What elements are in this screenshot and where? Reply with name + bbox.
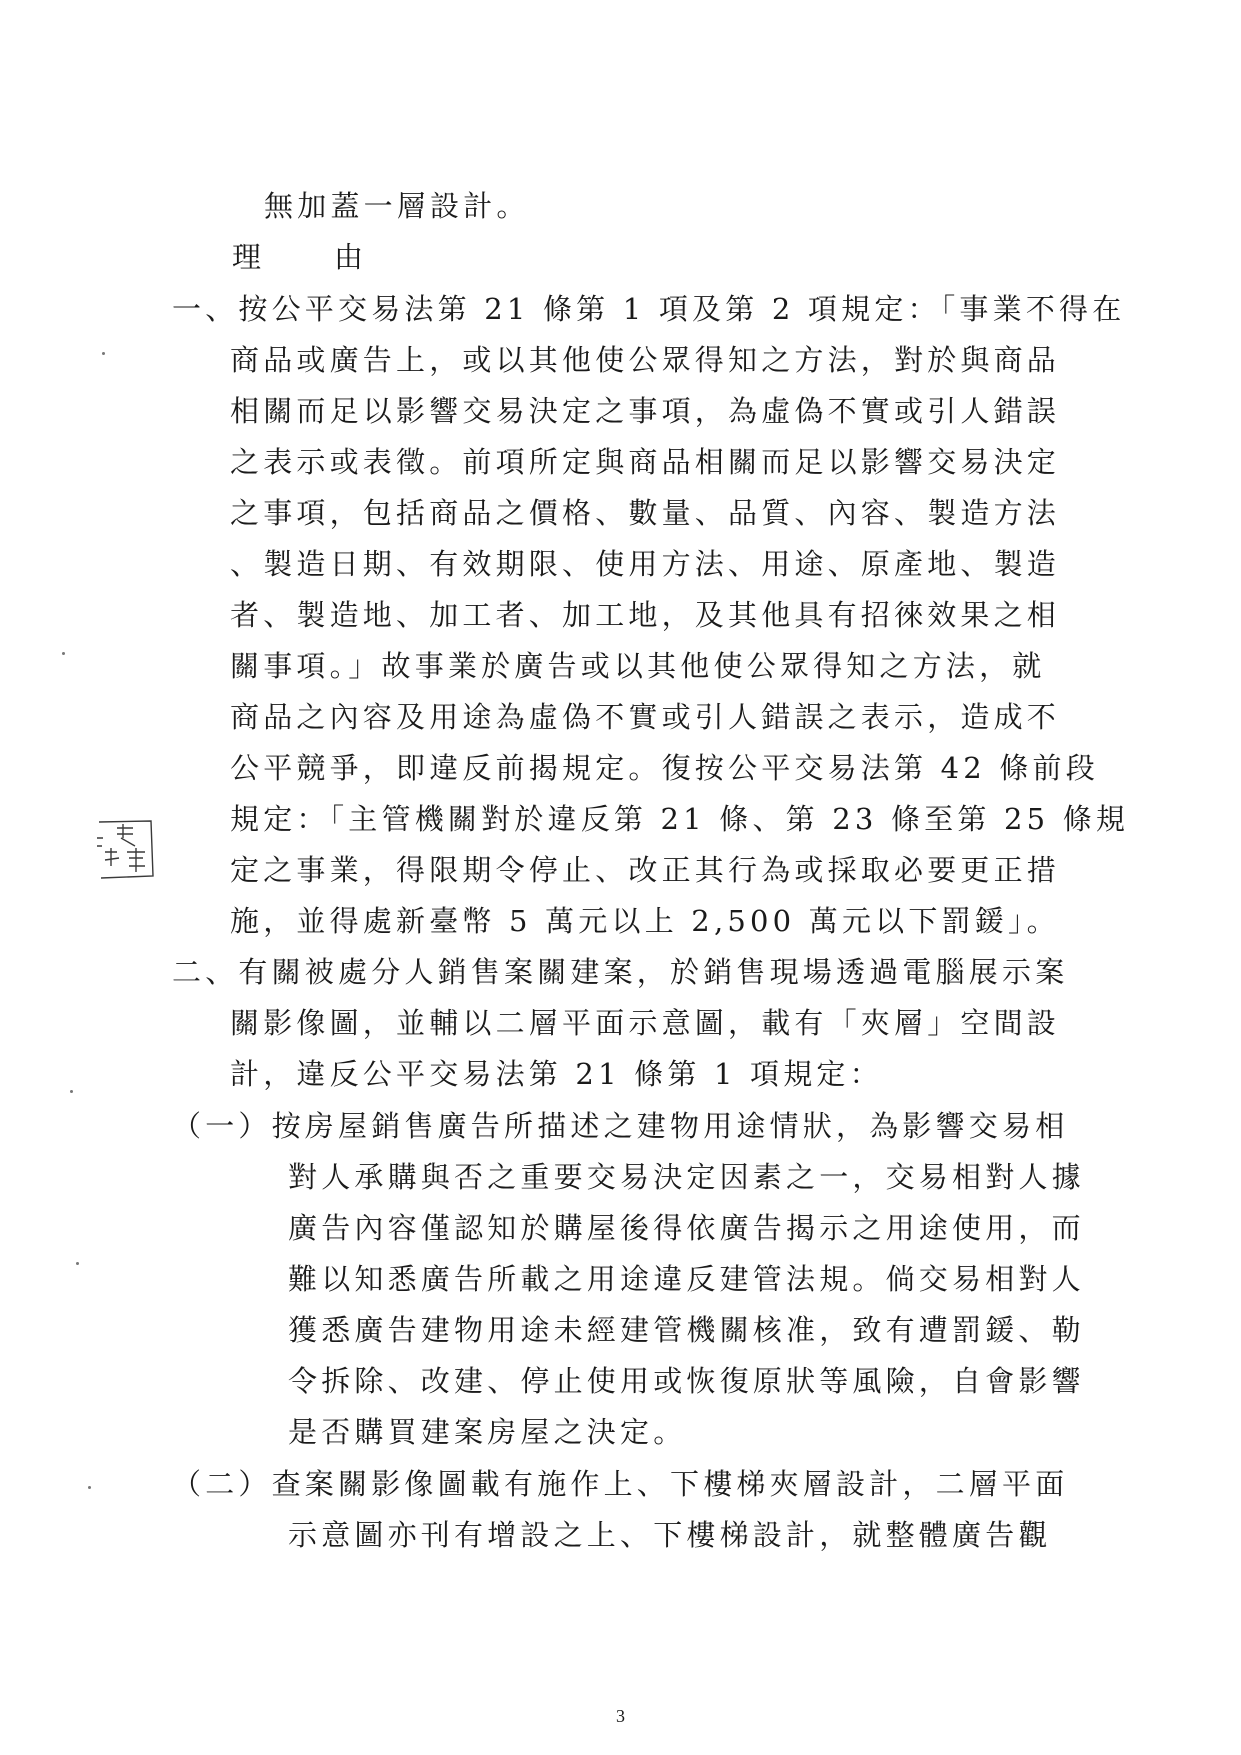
- text-line-26: （二）查案關影像圖載有施作上、下樓梯夾層設計，二層平面: [172, 1467, 1069, 1501]
- text-line-23: 獲悉廣告建物用途未經建管機關核准，致有遭罰鍰、勒: [288, 1313, 1085, 1347]
- scan-speck: [102, 352, 105, 355]
- text-line-21: 廣告內容僅認知於購屋後得依廣告揭示之用途使用，而: [288, 1211, 1085, 1245]
- text-line-20: 對人承購與否之重要交易決定因素之一，交易相對人據: [288, 1160, 1085, 1194]
- text-line-12: 公平競爭，即違反前揭規定。復按公平交易法第 42 條前段: [230, 751, 1099, 785]
- text-line-18: 計，違反公平交易法第 21 條第 1 項規定：: [230, 1057, 883, 1091]
- text-line-5: 相關而足以影響交易決定之事項，為虛偽不實或引人錯誤: [230, 394, 1061, 428]
- section-heading-reason: 理 由: [232, 240, 386, 274]
- text-line-19: （一）按房屋銷售廣告所描述之建物用途情狀，為影響交易相: [172, 1109, 1069, 1143]
- text-line-6: 之表示或表徵。前項所定與商品相關而足以影響交易決定: [230, 445, 1061, 479]
- text-line-3: 一、按公平交易法第 21 條第 1 項及第 2 項規定：「事業不得在: [172, 292, 1126, 326]
- text-line-22: 難以知悉廣告所載之用途違反建管法規。倘交易相對人: [288, 1262, 1085, 1296]
- text-line-7: 之事項，包括商品之價格、數量、品質、內容、製造方法: [230, 496, 1061, 530]
- scan-speck: [62, 652, 65, 655]
- text-line-11: 商品之內容及用途為虛偽不實或引人錯誤之表示，造成不: [230, 700, 1061, 734]
- text-line-16: 二、有關被處分人銷售案關建案，於銷售現場透過電腦展示案: [172, 955, 1069, 989]
- text-line-14: 定之事業，得限期令停止、改正其行為或採取必要更正措: [230, 853, 1061, 887]
- scan-speck: [76, 1262, 79, 1265]
- text-line-15: 施，並得處新臺幣 5 萬元以上 2,500 萬元以下罰鍰」。: [230, 904, 1060, 938]
- text-line-4: 商品或廣告上，或以其他使公眾得知之方法，對於與商品: [230, 343, 1061, 377]
- text-line-1: 無加蓋一層設計。: [264, 189, 530, 223]
- text-line-9: 者、製造地、加工者、加工地，及其他具有招徠效果之相: [230, 598, 1061, 632]
- text-line-8: 、製造日期、有效期限、使用方法、用途、原產地、製造: [230, 547, 1061, 581]
- text-line-17: 關影像圖，並輔以二層平面示意圖，載有「夾層」空間設: [230, 1006, 1061, 1040]
- text-line-27: 示意圖亦刊有增設之上、下樓梯設計，就整體廣告觀: [288, 1518, 1052, 1552]
- seal-stamp: [93, 818, 155, 880]
- text-line-24: 令拆除、改建、停止使用或恢復原狀等風險，自會影響: [288, 1364, 1085, 1398]
- text-line-13: 規定：「主管機關對於違反第 21 條、第 23 條至第 25 條規: [230, 802, 1130, 836]
- scan-speck: [70, 1090, 73, 1093]
- text-line-10: 關事項。」故事業於廣告或以其他使公眾得知之方法，就: [230, 649, 1046, 683]
- scan-speck: [88, 1486, 91, 1489]
- text-line-25: 是否購買建案房屋之決定。: [288, 1415, 687, 1449]
- page-number: 3: [616, 1706, 625, 1726]
